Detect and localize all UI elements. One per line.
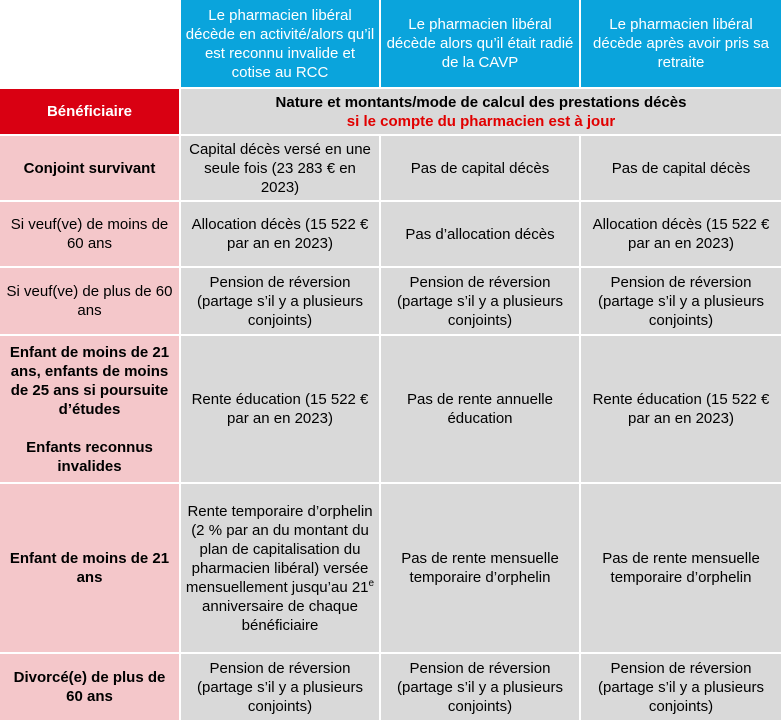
table-cell: Allocation décès (15 522 € par an en 2023) xyxy=(581,202,783,268)
row-label-veuf-plus-60: Si veuf(ve) de plus de 60 ans xyxy=(0,268,181,336)
row-label-enfant-rente-education xyxy=(0,336,181,484)
table-cell: Pension de réversion (partage s’il y a plusieurs conjoints) xyxy=(181,654,381,722)
table-cell: Pension de réversion (partage s’il y a plusieurs conjoints) xyxy=(581,654,783,722)
column-header-row xyxy=(0,0,783,89)
table-row xyxy=(0,202,783,268)
nature-subtitle: si le compte du pharmacien est à jour xyxy=(346,112,616,130)
row-label-conjoint-survivant: Conjoint survivant xyxy=(0,136,181,202)
column-header-retraite: Le pharmacien libéral décède après avoir pris sa retraite xyxy=(581,0,783,89)
table-row xyxy=(0,336,783,484)
row-label-divorce-plus-60: Divorcé(e) de plus de 60 ans xyxy=(0,654,181,722)
table-cell: Rente éducation (15 522 € par an en 2023) xyxy=(181,336,381,484)
column-header-activite: Le pharmacien libéral décède en activité/alors qu’il est reconnu invalide et cotise au RCC xyxy=(181,0,381,89)
table-cell: Pas de capital décès xyxy=(381,136,581,202)
table-cell: Pension de réversion (partage s’il y a plusieurs conjoints) xyxy=(181,268,381,336)
table-row xyxy=(0,484,783,654)
table-cell: Capital décès versé en une seule fois (23 283 € en 2023) xyxy=(181,136,381,202)
nature-header xyxy=(181,89,783,136)
nature-title: Nature et montants/mode de calcul des prestations décès xyxy=(275,93,687,111)
table-cell: Pas de rente mensuelle temporaire d’orphelin xyxy=(381,484,581,654)
table-cell: Pension de réversion (partage s’il y a plusieurs conjoints) xyxy=(581,268,783,336)
table-row xyxy=(0,136,783,202)
table-cell: Pas de rente mensuelle temporaire d’orphelin xyxy=(581,484,783,654)
row-label-enfant-line1: Enfant de moins de 21 ans, enfants de moins de 25 ans si poursuite d’études xyxy=(9,343,170,418)
ordinal-suffix: e xyxy=(368,577,375,589)
table-cell: Pension de réversion (partage s’il y a plusieurs conjoints) xyxy=(381,654,581,722)
row-label-enfant-moins-21: Enfant de moins de 21 ans xyxy=(0,484,181,654)
table-cell: Pas de capital décès xyxy=(581,136,783,202)
column-header-radie: Le pharmacien libéral décède alors qu’il était radié de la CAVP xyxy=(381,0,581,89)
table-row xyxy=(0,654,783,722)
beneficiaire-header: Bénéficiaire xyxy=(0,89,181,136)
rente-orphelin-text-b: anniversaire de chaque bénéficiaire xyxy=(202,597,358,634)
table-row xyxy=(0,268,783,336)
rente-orphelin-text-a: Rente temporaire d’orphelin (2 % par an du montant du plan de capitalisation du pharmacien libéral) versée mensuellement jusqu’au 21 xyxy=(185,502,373,596)
row-label-veuf-moins-60: Si veuf(ve) de moins de 60 ans xyxy=(0,202,181,268)
table-cell: Pension de réversion (partage s’il y a plusieurs conjoints) xyxy=(381,268,581,336)
table-cell: Allocation décès (15 522 € par an en 2023) xyxy=(181,202,381,268)
table-cell: Pas d’allocation décès xyxy=(381,202,581,268)
section-header-row xyxy=(0,89,783,136)
table-cell-rente-orphelin xyxy=(181,484,381,654)
row-label-enfant-line2: Enfants reconnus invalides xyxy=(26,438,153,475)
table-cell: Pas de rente annuelle éducation xyxy=(381,336,581,484)
table-cell: Rente éducation (15 522 € par an en 2023) xyxy=(581,336,783,484)
top-left-blank-cell xyxy=(0,0,181,89)
row-label-spacer xyxy=(4,419,175,438)
